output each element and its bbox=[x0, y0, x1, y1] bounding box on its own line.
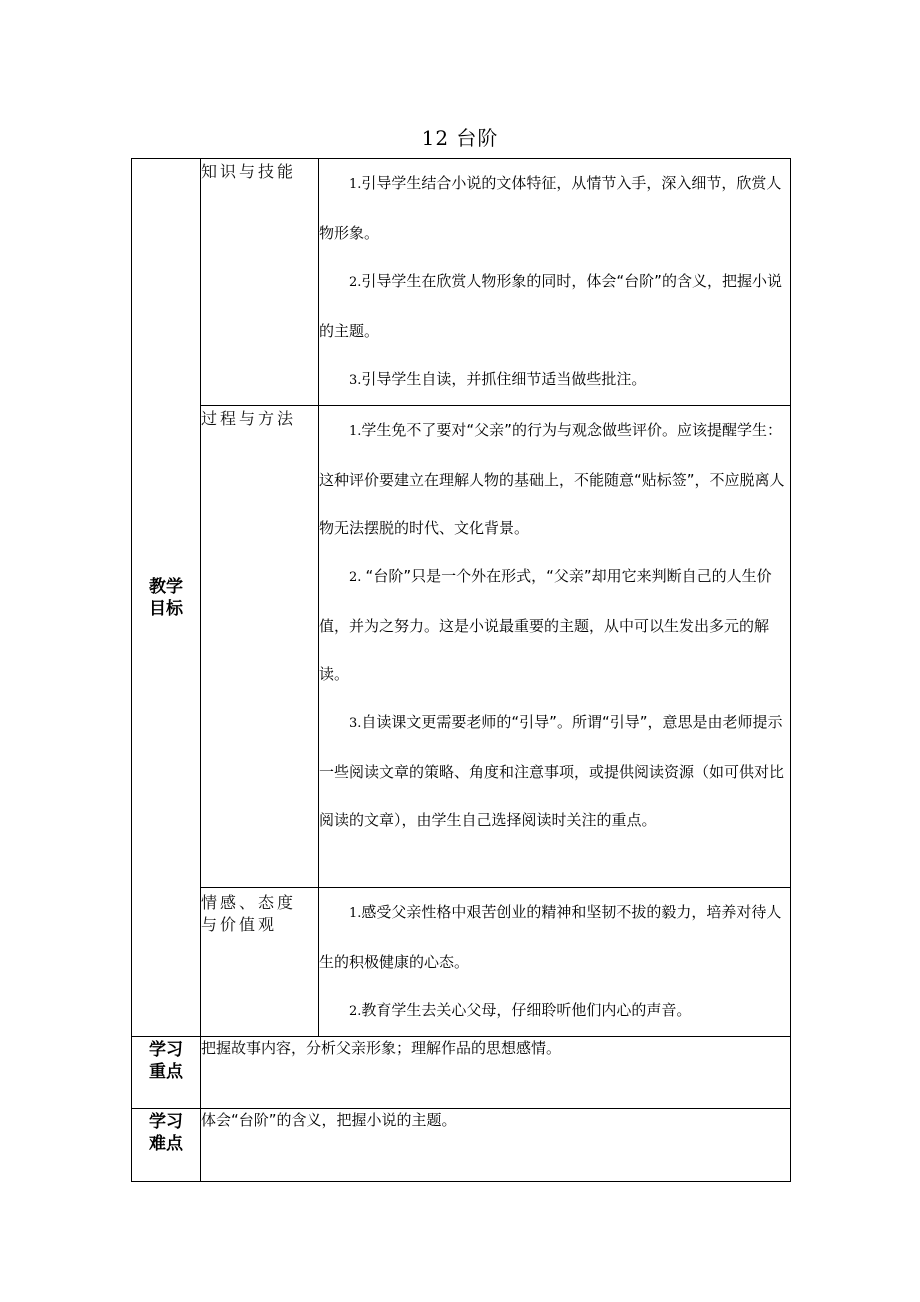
list-item: 2. “台阶”只是一个外在形式，“父亲”却用它来判断自己的人生价值，并为之努力。这是小说最重要的主题，从中可以生发出多元的解读。 bbox=[319, 567, 772, 683]
objectives-label bbox=[132, 159, 201, 1037]
lesson-plan-table bbox=[131, 158, 791, 1182]
key-points-label: 学习 重点 bbox=[132, 1037, 201, 1109]
section-name-process: 过程与方法 bbox=[201, 406, 319, 888]
page-title: 12 台阶 bbox=[421, 126, 499, 150]
section-content-emotion bbox=[319, 888, 791, 1037]
table-row bbox=[132, 159, 791, 406]
list-item: 1.感受父亲性格中艰苦创业的精神和坚韧不拔的毅力，培养对待人生的积极健康的心态。 bbox=[319, 903, 782, 971]
table-row bbox=[132, 1109, 791, 1182]
key-points-text: 把握故事内容，分析父亲形象；理解作品的思想感情。 bbox=[201, 1037, 791, 1109]
section-name-knowledge: 知识与技能 bbox=[201, 159, 319, 406]
list-item: 1.引导学生结合小说的文体特征，从情节入手，深入细节，欣赏人物形象。 bbox=[319, 174, 782, 242]
section-content-knowledge bbox=[319, 159, 791, 406]
difficulties-text: 体会“台阶”的含义，把握小说的主题。 bbox=[201, 1109, 791, 1182]
difficulties-label: 学习 难点 bbox=[132, 1109, 201, 1182]
list-item: 2.引导学生在欣赏人物形象的同时，体会“台阶”的含义，把握小说的主题。 bbox=[319, 272, 782, 340]
table-row bbox=[132, 1037, 791, 1109]
section-name-emotion: 情感、态度 与价值观 bbox=[201, 888, 319, 1037]
list-item: 3.引导学生自读，并抓住细节适当做些批注。 bbox=[349, 370, 647, 388]
list-item: 2.教育学生去关心父母，仔细聆听他们内心的声音。 bbox=[349, 1001, 692, 1019]
objectives-label-line2: 目标 bbox=[149, 598, 183, 619]
table-row bbox=[132, 406, 791, 888]
list-item: 1.学生免不了要对“父亲”的行为与观念做些评价。应该提醒学生：这种评价要建立在理解人物的基础上，不能随意“贴标签”，不应脱离人物无法摆脱的时代、文化背景。 bbox=[319, 421, 785, 537]
objectives-label-line1: 教学 bbox=[149, 576, 183, 597]
list-item: 3.自读课文更需要老师的“引导”。所谓“引导”，意思是由老师提示一些阅读文章的策略、角度和注意事项，或提供阅读资源（如可供对比阅读的文章），由学生自己选择阅读时关注的重点。 bbox=[319, 713, 785, 829]
table-row bbox=[132, 888, 791, 1037]
section-content-process bbox=[319, 406, 791, 888]
